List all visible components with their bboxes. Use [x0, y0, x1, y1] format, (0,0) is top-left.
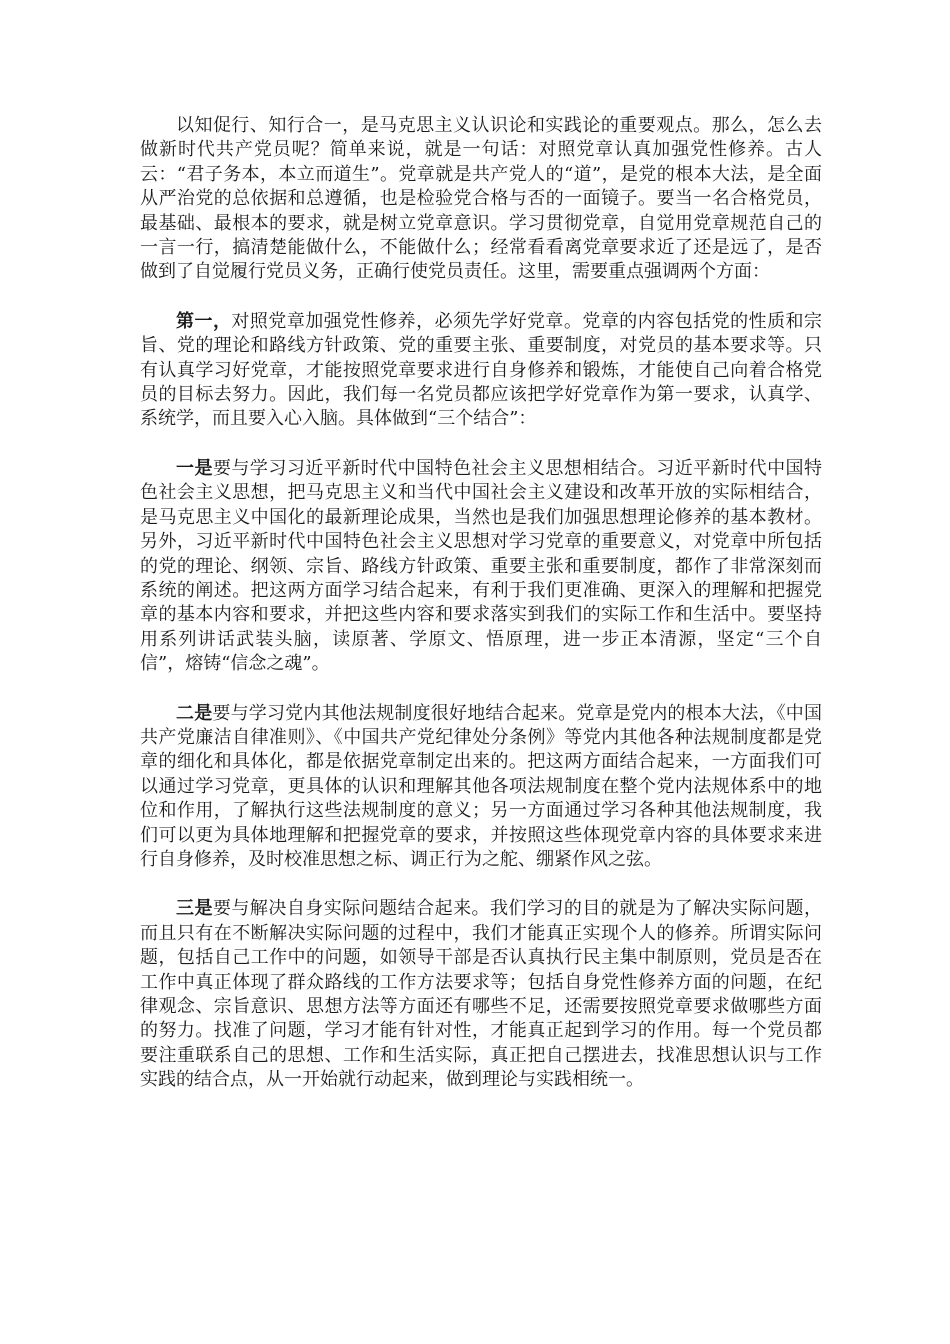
paragraph-lead: 第一，: [176, 310, 232, 332]
paragraph-text: 对照党章加强党性修养，必须先学好党章。党章的内容包括党的性质和宗旨、党的理论和路线方针政策、党的重要主张、重要制度，对党员的基本要求等。只有认真学习好党章，才能按照党章要求进行自身修养和锻炼，才能使自己向着合格党员的目标去努力。因此，我们每一名党员都应该把学好党章作为第一要求，认真学、系统学，而且要入心入脑。具体做到“三个结合”：: [140, 310, 823, 430]
paragraph-intro: [140, 114, 822, 285]
paragraph-point-two: [140, 702, 822, 873]
paragraph-text: 要与解决自身实际问题结合起来。我们学习的目的就是为了解决实际问题，而且只有在不断解决实际问题的过程中，我们才能真正实现个人的修养。所谓实际问题，包括自己工作中的问题，如领导干部是否认真执行民主集中制原则，党员是否在工作中真正体现了群众路线的工作方法要求等；包括自身党性修养方面的问题，在纪律观念、宗旨意识、思想方法等方面还有哪些不足，还需要按照党章要求做哪些方面的努力。找准了问题，学习才能有针对性，才能真正起到学习的作用。每一个党员都要注重联系自己的思想、工作和生活实际，真正把自己摆进去，找准思想认识与工作实践的结合点，从一开始就行动起来，做到理论与实践相统一。: [140, 898, 823, 1091]
paragraph-lead: 一是: [176, 457, 213, 479]
paragraph-text: 要与学习党内其他法规制度很好地结合起来。党章是党内的根本大法，《中国共产党廉洁自律准则》、《中国共产党纪律处分条例》等党内其他各种法规制度都是党章的细化和具体化，都是依据党章制定出来的。把这两方面结合起来，一方面我们可以通过学习党章，更具体的认识和理解其他各项法规制度在整个党内法规体系中的地位和作用，了解执行这些法规制度的意义；另一方面通过学习各种其他法规制度，我们可以更为具体地理解和把握党章的要求，并按照这些体现党章内容的具体要求来进行自身修养，及时校准思想之标、调正行为之舵、绷紧作风之弦。: [140, 702, 823, 870]
paragraph-point-three: [140, 897, 822, 1092]
paragraph-first: [140, 310, 822, 432]
paragraph-text: 以知促行、知行合一，是马克思主义认识论和实践论的重要观点。那么，怎么去做新时代共产党员呢？简单来说，就是一句话：对照党章认真加强党性修养。古人云：“君子务本，本立而道生”。党章就是共产党人的“道”，是党的根本大法，是全面从严治党的总依据和总遵循，也是检验党合格与否的一面镜子。要当一名合格党员，最基础、最根本的要求，就是树立党章意识。学习贯彻党章，自觉用党章规范自己的一言一行，搞清楚能做什么，不能做什么；经常看看离党章要求近了还是远了，是否做到了自觉履行党员义务，正确行使党员责任。这里，需要重点强调两个方面：: [140, 115, 822, 283]
paragraph-text: 要与学习习近平新时代中国特色社会主义思想相结合。习近平新时代中国特色社会主义思想，把马克思主义和当代中国社会主义建设和改革开放的实际相结合，是马克思主义中国化的最新理论成果，当然也是我们加强思想理论修养的基本教材。另外，习近平新时代中国特色社会主义思想对学习党章的重要意义，对党章中所包括的党的理论、纲领、宗旨、路线方针政策、重要主张和重要制度，都作了非常深刻而系统的阐述。把这两方面学习结合起来，有利于我们更准确、更深入的理解和把握党章的基本内容和要求，并把这些内容和要求落实到我们的实际工作和生活中。要坚持用系列讲话武装头脑，读原著、学原文、悟原理，进一步正本清源，坚定“三个自信”，熔铸“信念之魂”。: [140, 457, 823, 675]
paragraph-point-one: [140, 457, 822, 677]
document-body: [140, 114, 822, 1093]
paragraph-lead: 二是: [176, 702, 213, 724]
paragraph-lead: 三是: [176, 898, 213, 920]
